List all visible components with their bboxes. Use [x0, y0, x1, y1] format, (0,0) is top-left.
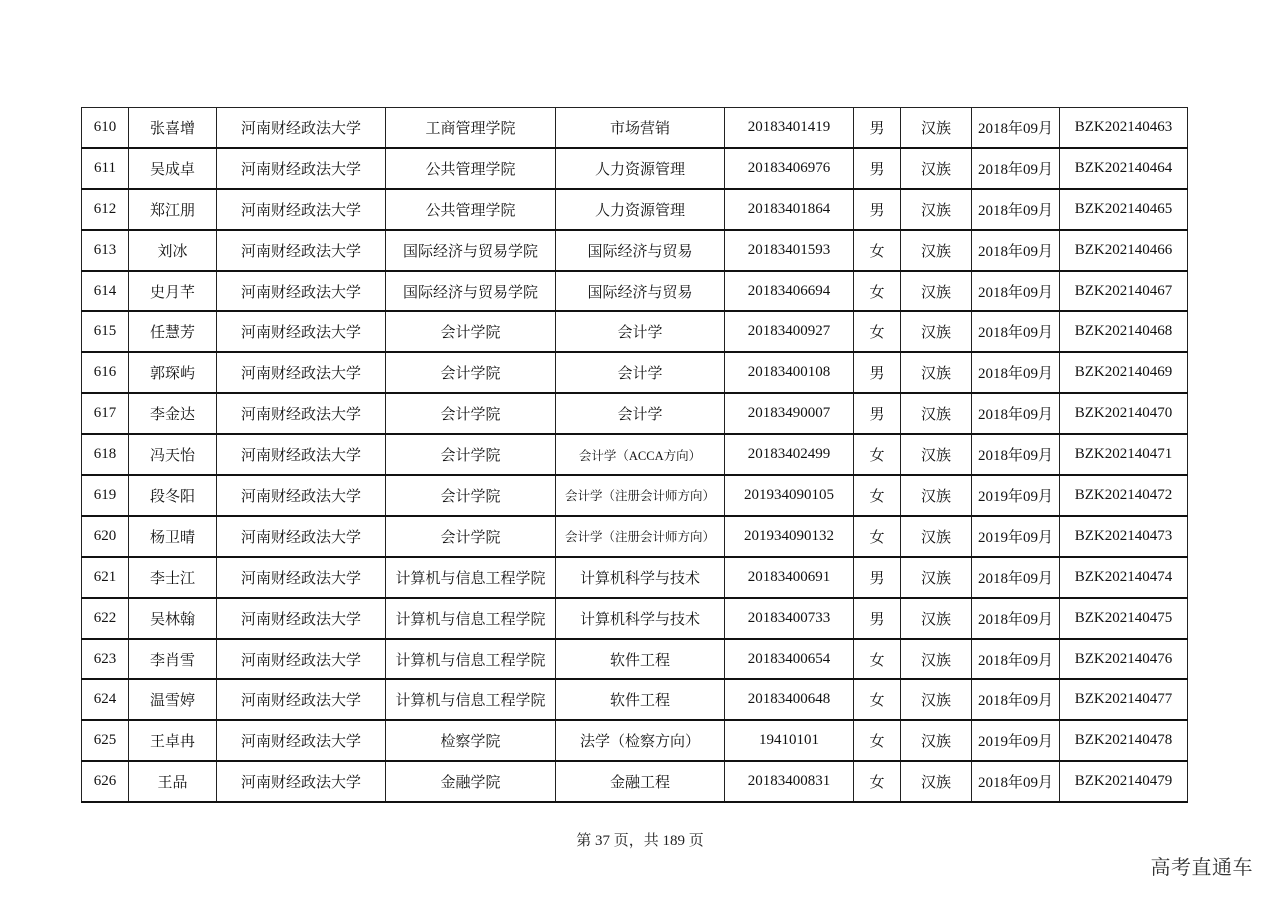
watermark-logo: 高考直通车 — [1150, 855, 1253, 879]
college-cell: 计算机与信息工程学院 — [386, 639, 556, 680]
table-row — [82, 230, 1188, 271]
table-row — [82, 352, 1188, 393]
enroll-date-cell: 2018年09月 — [972, 271, 1060, 312]
table-row — [82, 148, 1188, 189]
college-cell: 计算机与信息工程学院 — [386, 557, 556, 598]
table-row — [82, 271, 1188, 312]
gender-cell: 男 — [854, 108, 901, 148]
cert-no-cell: BZK202140477 — [1060, 679, 1188, 720]
enroll-date-cell: 2018年09月 — [972, 393, 1060, 434]
seq-cell: 618 — [82, 434, 129, 475]
college-cell: 工商管理学院 — [386, 108, 556, 148]
enroll-date-cell: 2018年09月 — [972, 679, 1060, 720]
major-cell: 人力资源管理 — [556, 189, 725, 230]
major-cell: 会计学（ACCA方向） — [556, 434, 725, 475]
major-cell: 软件工程 — [556, 639, 725, 680]
major-cell: 会计学 — [556, 311, 725, 352]
admission-table — [81, 107, 1188, 803]
ethnicity-cell: 汉族 — [901, 271, 972, 312]
major-cell: 国际经济与贸易 — [556, 271, 725, 312]
student-id-cell: 20183490007 — [725, 393, 854, 434]
seq-cell: 613 — [82, 230, 129, 271]
cert-no-cell: BZK202140474 — [1060, 557, 1188, 598]
seq-cell: 615 — [82, 311, 129, 352]
cert-no-cell: BZK202140478 — [1060, 720, 1188, 761]
university-cell: 河南财经政法大学 — [217, 352, 386, 393]
name-cell: 李肖雪 — [129, 639, 217, 680]
enroll-date-cell: 2018年09月 — [972, 189, 1060, 230]
student-id-cell: 19410101 — [725, 720, 854, 761]
enroll-date-cell: 2019年09月 — [972, 475, 1060, 516]
table-row — [82, 475, 1188, 516]
table-row — [82, 720, 1188, 761]
major-cell: 人力资源管理 — [556, 148, 725, 189]
name-cell: 郑江朋 — [129, 189, 217, 230]
name-cell: 史月芊 — [129, 271, 217, 312]
student-id-cell: 20183400648 — [725, 679, 854, 720]
student-id-cell: 20183406694 — [725, 271, 854, 312]
gender-cell: 女 — [854, 230, 901, 271]
cert-no-cell: BZK202140463 — [1060, 108, 1188, 148]
enroll-date-cell: 2018年09月 — [972, 108, 1060, 148]
ethnicity-cell: 汉族 — [901, 516, 972, 557]
seq-cell: 624 — [82, 679, 129, 720]
name-cell: 郭琛屿 — [129, 352, 217, 393]
gender-cell: 女 — [854, 311, 901, 352]
gender-cell: 男 — [854, 393, 901, 434]
table-row — [82, 557, 1188, 598]
name-cell: 杨卫晴 — [129, 516, 217, 557]
cert-no-cell: BZK202140465 — [1060, 189, 1188, 230]
table-row — [82, 108, 1188, 148]
ethnicity-cell: 汉族 — [901, 148, 972, 189]
college-cell: 公共管理学院 — [386, 148, 556, 189]
seq-cell: 617 — [82, 393, 129, 434]
cert-no-cell: BZK202140470 — [1060, 393, 1188, 434]
major-cell: 国际经济与贸易 — [556, 230, 725, 271]
ethnicity-cell: 汉族 — [901, 557, 972, 598]
table-row — [82, 639, 1188, 680]
university-cell: 河南财经政法大学 — [217, 434, 386, 475]
table-row — [82, 393, 1188, 434]
major-cell: 会计学 — [556, 393, 725, 434]
cert-no-cell: BZK202140479 — [1060, 761, 1188, 802]
university-cell: 河南财经政法大学 — [217, 271, 386, 312]
major-cell: 金融工程 — [556, 761, 725, 802]
cert-no-cell: BZK202140475 — [1060, 598, 1188, 639]
seq-cell: 621 — [82, 557, 129, 598]
name-cell: 王卓冉 — [129, 720, 217, 761]
university-cell: 河南财经政法大学 — [217, 679, 386, 720]
ethnicity-cell: 汉族 — [901, 393, 972, 434]
major-cell: 计算机科学与技术 — [556, 557, 725, 598]
cert-no-cell: BZK202140467 — [1060, 271, 1188, 312]
gender-cell: 男 — [854, 148, 901, 189]
university-cell: 河南财经政法大学 — [217, 557, 386, 598]
student-id-cell: 20183401419 — [725, 108, 854, 148]
name-cell: 温雪婷 — [129, 679, 217, 720]
university-cell: 河南财经政法大学 — [217, 720, 386, 761]
college-cell: 国际经济与贸易学院 — [386, 230, 556, 271]
student-id-cell: 20183400108 — [725, 352, 854, 393]
gender-cell: 女 — [854, 679, 901, 720]
ethnicity-cell: 汉族 — [901, 352, 972, 393]
major-cell: 会计学 — [556, 352, 725, 393]
student-id-cell: 201934090105 — [725, 475, 854, 516]
major-cell: 软件工程 — [556, 679, 725, 720]
table-row — [82, 679, 1188, 720]
student-id-cell: 20183401864 — [725, 189, 854, 230]
name-cell: 李金达 — [129, 393, 217, 434]
name-cell: 任慧芳 — [129, 311, 217, 352]
cert-no-cell: BZK202140471 — [1060, 434, 1188, 475]
university-cell: 河南财经政法大学 — [217, 189, 386, 230]
college-cell: 计算机与信息工程学院 — [386, 598, 556, 639]
student-id-cell: 20183400691 — [725, 557, 854, 598]
table-row — [82, 311, 1188, 352]
college-cell: 计算机与信息工程学院 — [386, 679, 556, 720]
major-cell: 市场营销 — [556, 108, 725, 148]
ethnicity-cell: 汉族 — [901, 475, 972, 516]
cert-no-cell: BZK202140469 — [1060, 352, 1188, 393]
name-cell: 王品 — [129, 761, 217, 802]
ethnicity-cell: 汉族 — [901, 720, 972, 761]
college-cell: 会计学院 — [386, 311, 556, 352]
enroll-date-cell: 2018年09月 — [972, 148, 1060, 189]
cert-no-cell: BZK202140464 — [1060, 148, 1188, 189]
college-cell: 金融学院 — [386, 761, 556, 802]
ethnicity-cell: 汉族 — [901, 598, 972, 639]
university-cell: 河南财经政法大学 — [217, 148, 386, 189]
college-cell: 国际经济与贸易学院 — [386, 271, 556, 312]
seq-cell: 626 — [82, 761, 129, 802]
ethnicity-cell: 汉族 — [901, 639, 972, 680]
table-row — [82, 761, 1188, 802]
enroll-date-cell: 2018年09月 — [972, 761, 1060, 802]
name-cell: 段冬阳 — [129, 475, 217, 516]
college-cell: 会计学院 — [386, 393, 556, 434]
seq-cell: 625 — [82, 720, 129, 761]
ethnicity-cell: 汉族 — [901, 761, 972, 802]
student-id-cell: 20183400733 — [725, 598, 854, 639]
table-row — [82, 598, 1188, 639]
college-cell: 会计学院 — [386, 352, 556, 393]
seq-cell: 623 — [82, 639, 129, 680]
enroll-date-cell: 2019年09月 — [972, 720, 1060, 761]
enroll-date-cell: 2018年09月 — [972, 311, 1060, 352]
university-cell: 河南财经政法大学 — [217, 311, 386, 352]
enroll-date-cell: 2018年09月 — [972, 557, 1060, 598]
university-cell: 河南财经政法大学 — [217, 516, 386, 557]
major-cell: 会计学（注册会计师方向） — [556, 516, 725, 557]
gender-cell: 女 — [854, 720, 901, 761]
ethnicity-cell: 汉族 — [901, 108, 972, 148]
table-body — [82, 108, 1188, 803]
enroll-date-cell: 2018年09月 — [972, 639, 1060, 680]
seq-cell: 619 — [82, 475, 129, 516]
student-id-cell: 20183406976 — [725, 148, 854, 189]
name-cell: 吴林翰 — [129, 598, 217, 639]
seq-cell: 616 — [82, 352, 129, 393]
seq-cell: 610 — [82, 108, 129, 148]
table-row — [82, 516, 1188, 557]
enroll-date-cell: 2018年09月 — [972, 352, 1060, 393]
college-cell: 会计学院 — [386, 516, 556, 557]
seq-cell: 611 — [82, 148, 129, 189]
university-cell: 河南财经政法大学 — [217, 393, 386, 434]
table-row — [82, 434, 1188, 475]
major-cell: 计算机科学与技术 — [556, 598, 725, 639]
student-id-cell: 20183401593 — [725, 230, 854, 271]
university-cell: 河南财经政法大学 — [217, 598, 386, 639]
university-cell: 河南财经政法大学 — [217, 230, 386, 271]
gender-cell: 女 — [854, 761, 901, 802]
gender-cell: 女 — [854, 434, 901, 475]
gender-cell: 男 — [854, 557, 901, 598]
cert-no-cell: BZK202140472 — [1060, 475, 1188, 516]
college-cell: 检察学院 — [386, 720, 556, 761]
ethnicity-cell: 汉族 — [901, 434, 972, 475]
cert-no-cell: BZK202140473 — [1060, 516, 1188, 557]
college-cell: 会计学院 — [386, 434, 556, 475]
name-cell: 冯天怡 — [129, 434, 217, 475]
gender-cell: 女 — [854, 475, 901, 516]
gender-cell: 女 — [854, 639, 901, 680]
seq-cell: 620 — [82, 516, 129, 557]
university-cell: 河南财经政法大学 — [217, 108, 386, 148]
seq-cell: 612 — [82, 189, 129, 230]
enroll-date-cell: 2018年09月 — [972, 230, 1060, 271]
major-cell: 法学（检察方向） — [556, 720, 725, 761]
ethnicity-cell: 汉族 — [901, 311, 972, 352]
cert-no-cell: BZK202140476 — [1060, 639, 1188, 680]
name-cell: 刘冰 — [129, 230, 217, 271]
student-id-cell: 201934090132 — [725, 516, 854, 557]
cert-no-cell: BZK202140468 — [1060, 311, 1188, 352]
seq-cell: 622 — [82, 598, 129, 639]
student-id-cell: 20183400654 — [725, 639, 854, 680]
enroll-date-cell: 2019年09月 — [972, 516, 1060, 557]
ethnicity-cell: 汉族 — [901, 679, 972, 720]
university-cell: 河南财经政法大学 — [217, 761, 386, 802]
gender-cell: 女 — [854, 271, 901, 312]
gender-cell: 男 — [854, 598, 901, 639]
ethnicity-cell: 汉族 — [901, 230, 972, 271]
gender-cell: 男 — [854, 189, 901, 230]
college-cell: 会计学院 — [386, 475, 556, 516]
page-number: 第 37 页，共 189 页 — [576, 833, 704, 849]
seq-cell: 614 — [82, 271, 129, 312]
gender-cell: 男 — [854, 352, 901, 393]
student-id-cell: 20183400927 — [725, 311, 854, 352]
name-cell: 李士江 — [129, 557, 217, 598]
gender-cell: 女 — [854, 516, 901, 557]
major-cell: 会计学（注册会计师方向） — [556, 475, 725, 516]
name-cell: 吴成卓 — [129, 148, 217, 189]
university-cell: 河南财经政法大学 — [217, 639, 386, 680]
college-cell: 公共管理学院 — [386, 189, 556, 230]
student-id-cell: 20183402499 — [725, 434, 854, 475]
name-cell: 张喜增 — [129, 108, 217, 148]
cert-no-cell: BZK202140466 — [1060, 230, 1188, 271]
student-id-cell: 20183400831 — [725, 761, 854, 802]
ethnicity-cell: 汉族 — [901, 189, 972, 230]
enroll-date-cell: 2018年09月 — [972, 598, 1060, 639]
enroll-date-cell: 2018年09月 — [972, 434, 1060, 475]
table-row — [82, 189, 1188, 230]
university-cell: 河南财经政法大学 — [217, 475, 386, 516]
